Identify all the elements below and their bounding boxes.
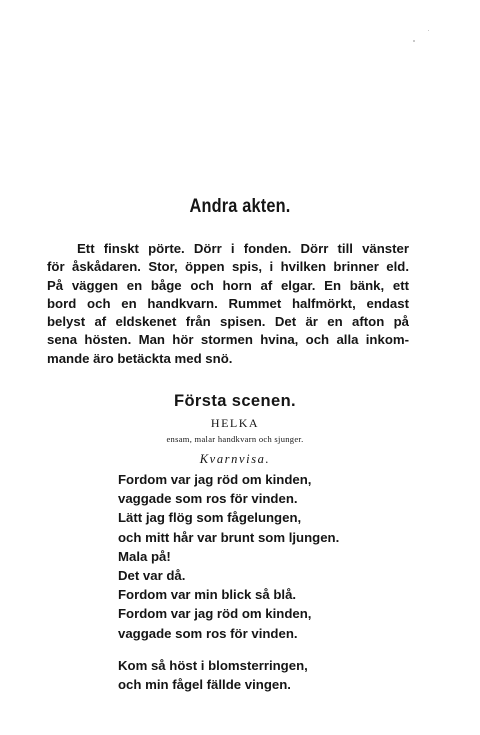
verse-line: Mala på!: [118, 548, 171, 564]
verse-1: [118, 470, 418, 643]
stage-direction: [47, 240, 409, 368]
stage-direction-line: sena hösten. Man hör stormen hvina, och alla inkom-: [47, 332, 409, 348]
stage-direction-line: På väggen en båge och horn af elgar. En bänk, ett: [47, 277, 409, 293]
act-title: Andra akten.: [189, 196, 291, 217]
paper-speck: [428, 30, 429, 31]
verse-line: Fordom var jag röd om kinden,: [118, 472, 312, 487]
paper-speck: [413, 40, 415, 42]
verse-line: vaggade som ros för vinden.: [118, 491, 298, 507]
stage-direction-line: belyst af eldskenet från spisen. Det är en afton på: [47, 314, 409, 330]
character-name: HELKA: [210, 416, 260, 430]
verse-line: och mitt hår var brunt som ljungen.: [118, 529, 340, 545]
verse-line: Lätt jag flög som fågelungen,: [118, 510, 302, 526]
verse-line: Fordom var min blick så blå.: [118, 587, 297, 603]
scene-title: Första scenen.: [173, 392, 297, 410]
verse-line: vaggade som ros för vinden.: [118, 625, 298, 641]
verse-line: och min fågel fällde vingen.: [118, 677, 291, 693]
verse-line: Det var då.: [118, 568, 186, 584]
stage-direction-line: för åskådaren. Stor, öppen spis, i hvilken brinner eld.: [47, 259, 409, 275]
stage-direction-line: bord och en handkvarn. Rummet halfmörkt, endast: [47, 295, 409, 311]
stage-direction-line: Ett finskt pörte. Dörr i fonden. Dörr till vänster: [77, 241, 409, 256]
verse-line: Kom så höst i blomsterringen,: [118, 658, 308, 673]
verse-2: [118, 656, 418, 694]
character-note: ensam, malar handkvarn och sjunger.: [166, 434, 304, 444]
verse-line: Fordom var jag röd om kinden,: [118, 606, 312, 622]
song-title: Kvarnvisa.: [199, 452, 271, 466]
stage-direction-line: mande äro betäckta med snö.: [47, 350, 233, 366]
